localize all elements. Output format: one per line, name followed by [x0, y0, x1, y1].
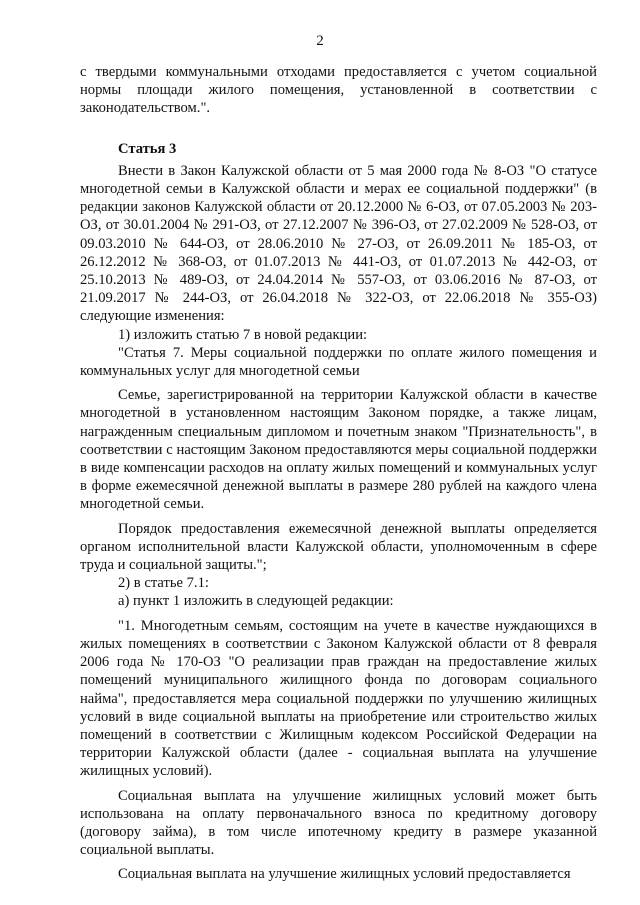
paragraph-continuation: с твердыми коммунальными отходами предоставляется с учетом социальной нормы площади жилого помещения, установленной в соответствии с законодательством.". [80, 64, 597, 117]
paragraph-point-1: "1. Многодетным семьям, состоящим на учете в качестве нуждающихся в жилых помещениях в соответствии с Законом Калужской области от 8 февраля 2006 года № 170-ОЗ "О реализации прав граждан на предоставление жилых помещений муниципального жилищного фонда по договорам социального найма", предоставляется мера социальной поддержки по улучшению жилищных условий в виде социальной выплаты на приобретение или строительство жилых помещений в соответствии с Жилищным кодексом Российской Федерации на территории Калужской области (далее - социальная выплата на улучшение жилищных условий). [80, 617, 597, 780]
paragraph-amendment-intro: Внести в Закон Калужской области от 5 мая 2000 года № 8-ОЗ "О статусе многодетной семьи в Калужской области и мерах ее социальной поддержки" (в редакции законов Калужской области от 20.12.2000 № 6-ОЗ, от 07.05.2003 № 203-ОЗ, от 30.01.2004 № 291-ОЗ, от 27.12.2007 № 396-ОЗ, от 27.02.2009 № 528-ОЗ, от 09.03.2010 № 644-ОЗ, от 28.06.2010 № 27-ОЗ, от 26.09.2011 № 185-ОЗ, от 26.12.2012 № 368-ОЗ, от 01.07.2013 № 441-ОЗ, от 01.07.2013 № 442-ОЗ, от 25.10.2013 № 489-ОЗ, от 24.04.2014 № 557-ОЗ, от 03.06.2016 № 87-ОЗ, от 21.09.2017 № 244-ОЗ, от 26.04.2018 № 322-ОЗ, от 22.06.2018 № 355-ОЗ) следующие изменения: [80, 162, 597, 325]
paragraph-social-payment-use: Социальная выплата на улучшение жилищных условий может быть использована на оплату первоначального взноса по кредитному договору (договору займа), в том числе ипотечному кредиту в размере указанной социальной выплаты. [80, 787, 597, 859]
paragraph-subitem-a: а) пункт 1 изложить в следующей редакции: [118, 593, 394, 610]
page-number: 2 [316, 33, 324, 49]
paragraph-payment-procedure: Порядок предоставления ежемесячной денежной выплаты определяется органом исполнительной власти Калужской области, уполномоченным в сфере труда и социальной защиты."; [80, 520, 597, 574]
paragraph-item-1: 1) изложить статью 7 в новой редакции: [118, 326, 368, 343]
paragraph-item-2: 2) в статье 7.1: [118, 575, 209, 592]
article-heading: Статья 3 [118, 140, 177, 157]
paragraph-article-7-title: "Статья 7. Меры социальной поддержки по оплате жилого помещения и коммунальных услуг для многодетной семьи [80, 344, 597, 380]
paragraph-article-7-body: Семье, зарегистрированной на территории Калужской области в качестве многодетной в установленном настоящим Законом порядке, а также лицам, награжденным специальным дипломом и почетным знаком "Признательность", в соответствии с настоящим Законом предоставляются меры социальной поддержки в виде компенсации расходов на оплату жилых помещений и коммунальных услуг в форме ежемесячной денежной выплаты в размере 280 рублей на каждого члена многодетной семьи. [80, 387, 597, 513]
paragraph-social-payment-provision: Социальная выплата на улучшение жилищных условий предоставляется [118, 866, 571, 883]
document-body [80, 63, 597, 884]
